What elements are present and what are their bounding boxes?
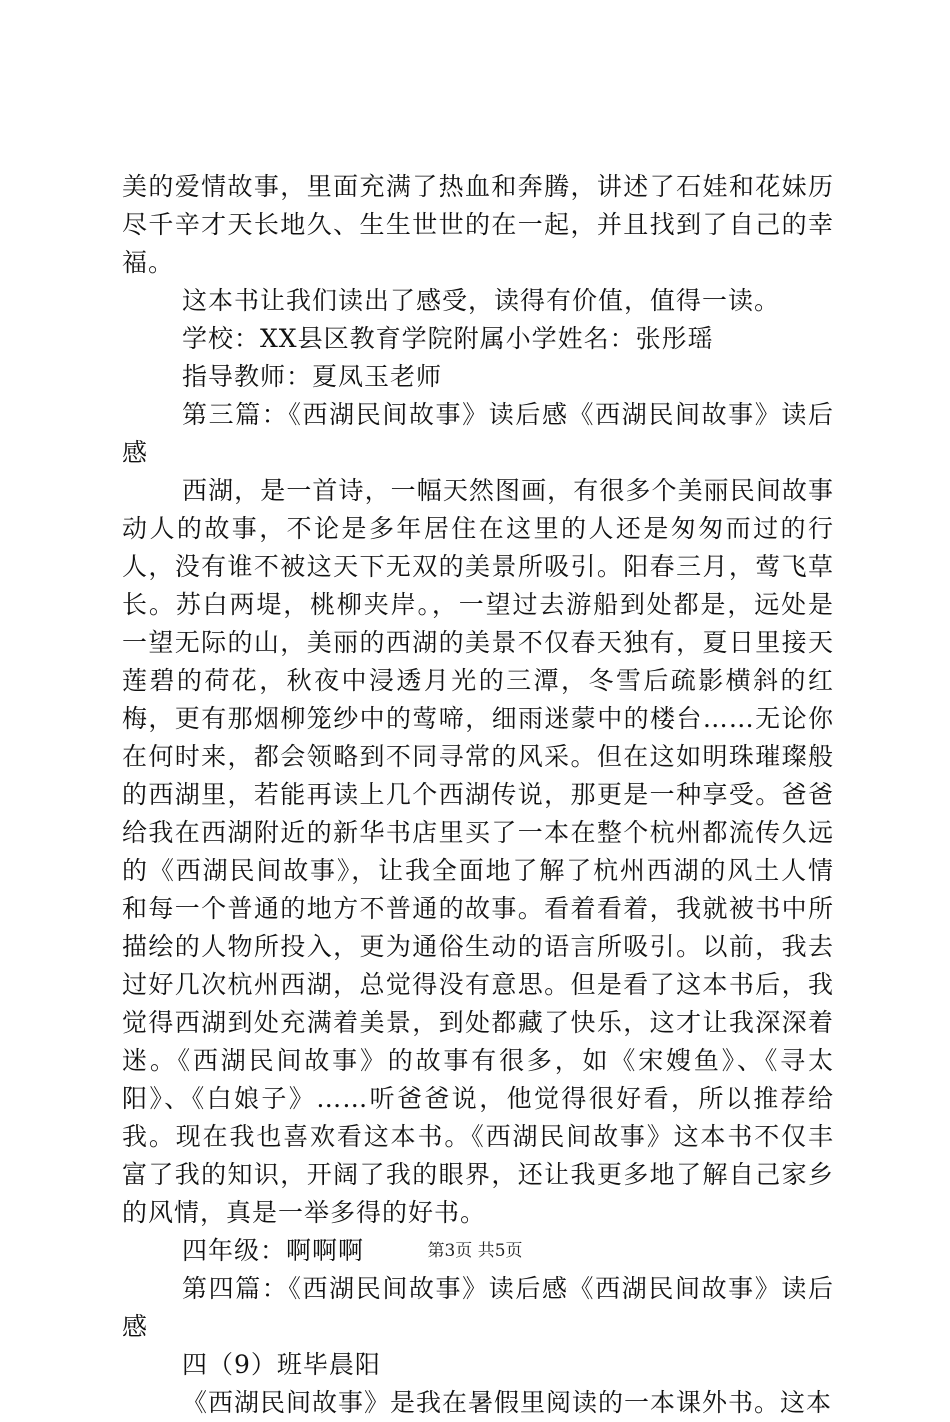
paragraph-class-author: 四（9）班毕晨阳 [182, 1350, 381, 1379]
paragraph-2: 这本书让我们读出了感受，读得有价值，值得一读。 [182, 286, 781, 315]
page-number: 第3页 共5页 [427, 1241, 523, 1261]
paragraph-teacher: 指导教师：夏凤玉老师 [182, 362, 443, 391]
paragraph-grade: 四年级：啊啊啊 [182, 1236, 365, 1265]
section-title-3: 第三篇：《西湖民间故事》读后感《西湖民间故事》读后感 [122, 400, 834, 467]
paragraph-west-lake: 西湖，是一首诗，一幅天然图画，有很多个美丽民间故事动人的故事，不论是多年居住在这里的人还是匆匆而过的行人，没有谁不被这天下无双的美景所吸引。阳春三月，莺飞草长。苏白两堤，桃柳夹岸。，一望过去游船到处都是，远处是一望无际的山，美丽的西湖的美景不仅春天独有，夏日里接天莲碧的荷花，秋夜中浸透月光的三潭，冬雪后疏影横斜的红梅，更有那烟柳笼纱中的莺啼，细雨迷蒙中的楼台……无论你在何时来，都会领略到不同寻常的风采。但在这如明珠璀璨般的西湖里，若能再读上几个西湖传说，那更是一种享受。爸爸给我在西湖附近的新华书店里买了一本在整个杭州都流传久远的《西湖民间故事》，让我全面地了解了杭州西湖的风土人情和每一个普通的地方不普通的故事。看着看着，我就被书中所描绘的人物所投入，更为通俗生动的语言所吸引。以前，我去过好几次杭州西湖，总觉得没有意思。但是看了这本书后，我觉得西湖到处充满着美景，到处都藏了快乐，这才让我深深着迷。《西湖民间故事》的故事有很多，如《宋嫂鱼》、《寻太阳》、《白娘子》……听爸爸说，他觉得很好看，所以推荐给我。现在我也喜欢看这本书。《西湖民间故事》这本书不仅丰富了我的知识，开阔了我的眼界，还让我更多地了解自己家乡的风情，真是一举多得的好书。 [122, 476, 834, 1227]
paragraph-last: 《西湖民间故事》是我在暑假里阅读的一本课外书。这本 [182, 1388, 833, 1417]
paragraph-school-name: 学校：XX县区教育学院附属小学姓名：张彤瑶 [182, 324, 714, 353]
page-footer [0, 1236, 950, 1261]
document-body [122, 168, 834, 1422]
paragraph-1: 美的爱情故事，里面充满了热血和奔腾，讲述了石娃和花妹历尽千辛才天长地久、生生世世的在一起，并且找到了自己的幸福。 [122, 172, 834, 277]
section-title-4: 第四篇：《西湖民间故事》读后感《西湖民间故事》读后感 [122, 1274, 834, 1341]
